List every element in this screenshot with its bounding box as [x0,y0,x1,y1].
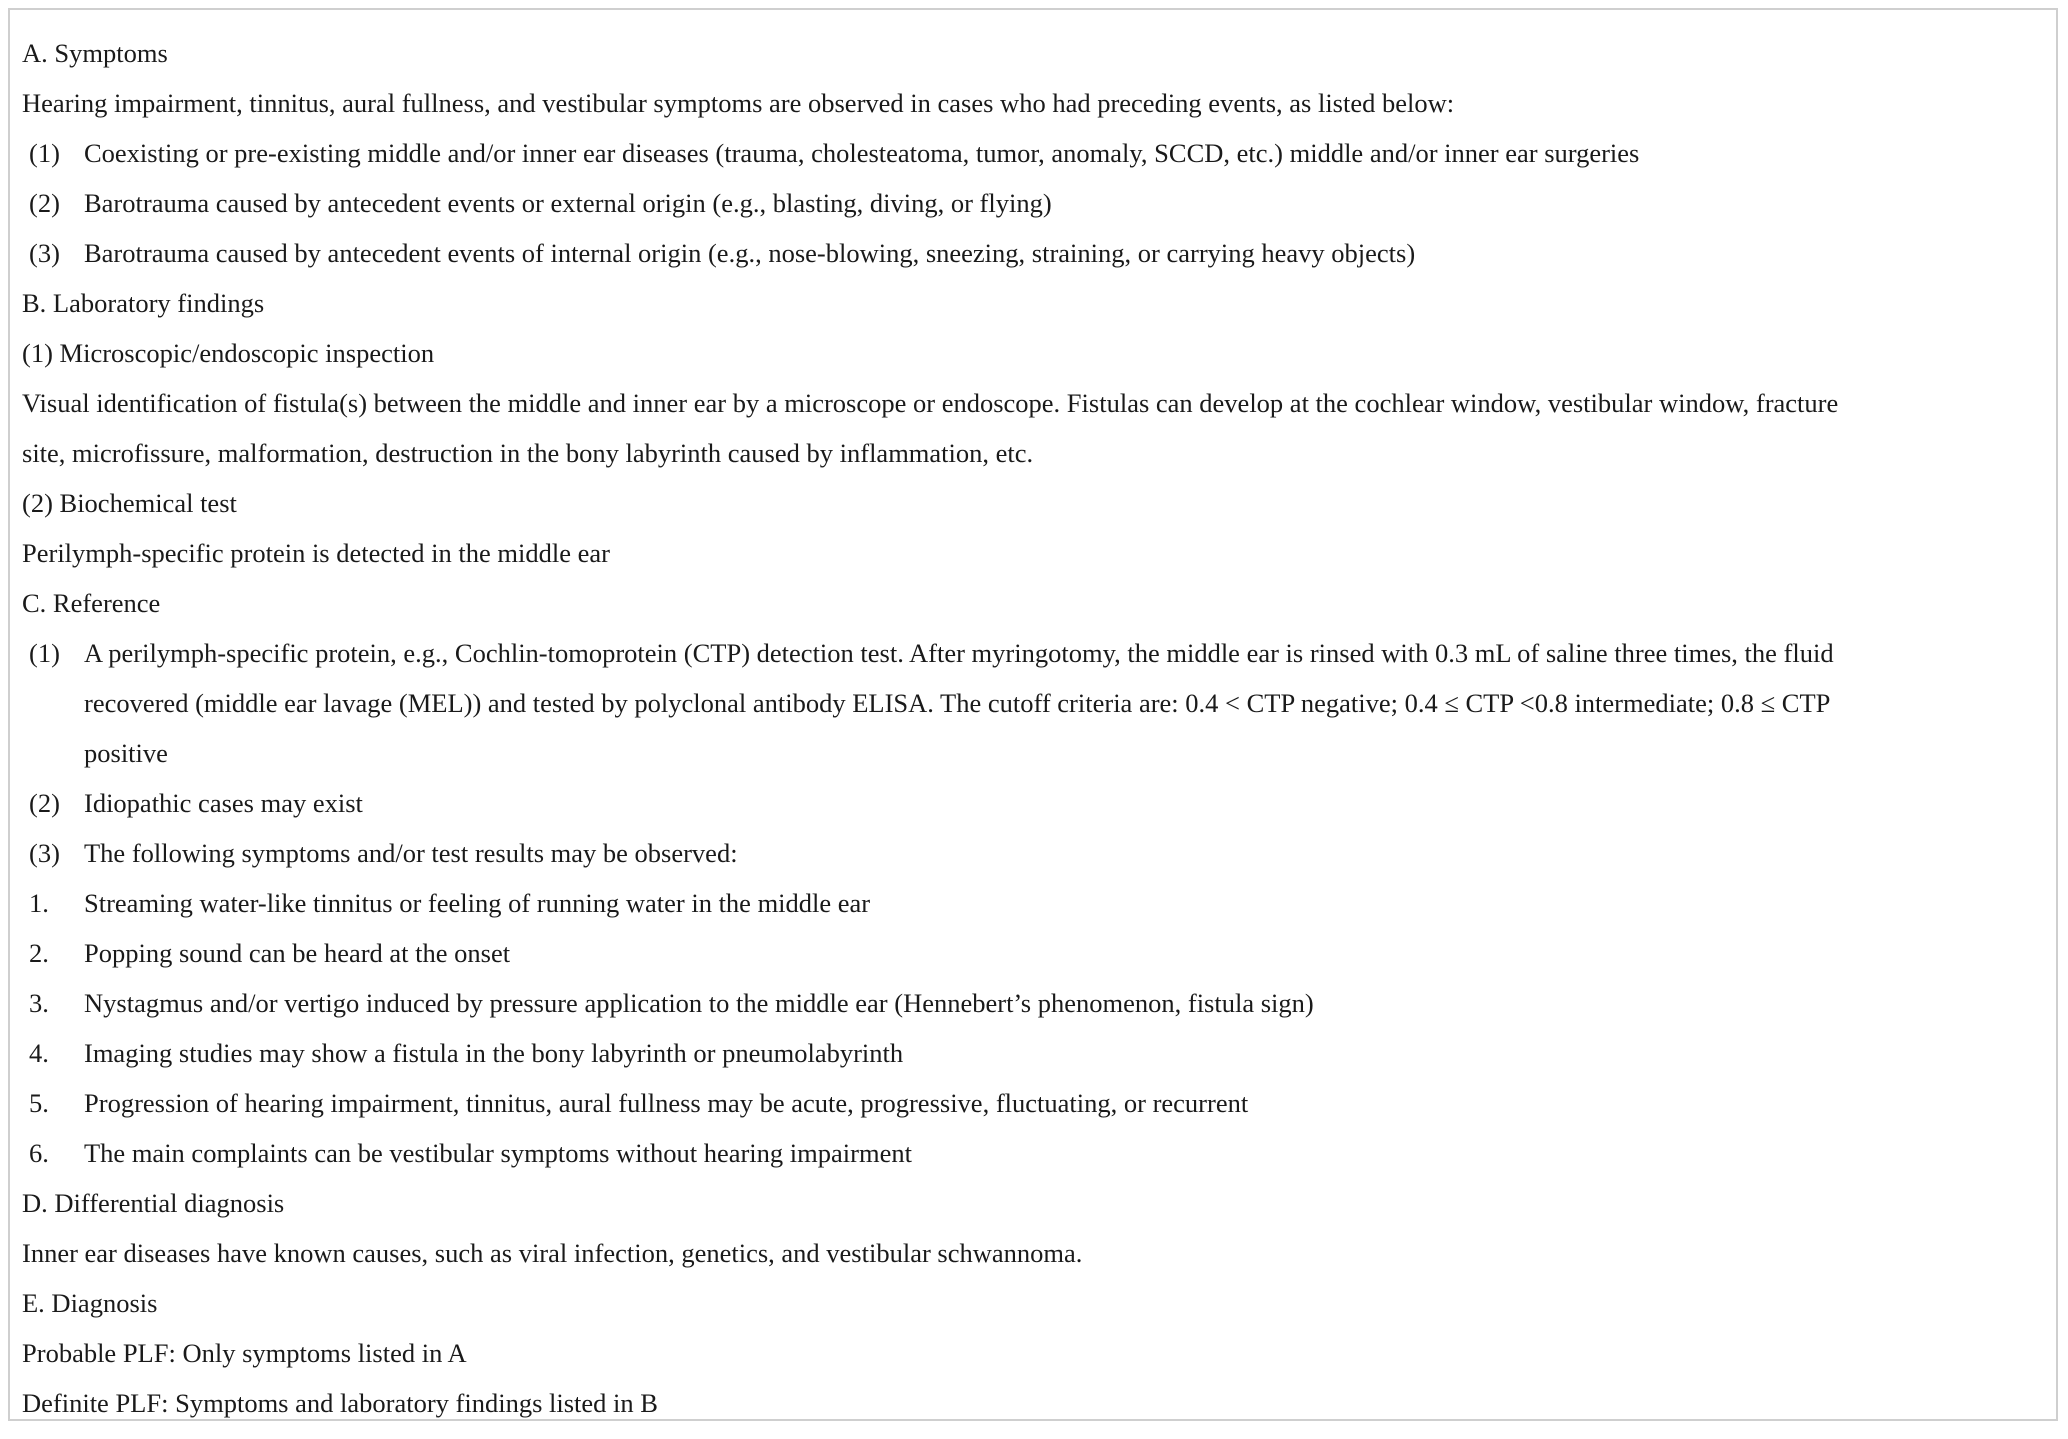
item-text: Nystagmus and/or vertigo induced by pressure application to the middle ear (Hennebert’s phenomenon, fistula sign) [84,988,1314,1018]
item-number: (1) [29,138,60,168]
list-item [10,828,2056,878]
text-line: Hearing impairment, tinnitus, aural fullness, and vestibular symptoms are observed in cases who had preceding events, as listed below: [22,88,1455,118]
item-text: Barotrauma caused by antecedent events of internal origin (e.g., nose-blowing, sneezing, straining, or carrying heavy objects) [84,238,1416,268]
item-text: Coexisting or pre-existing middle and/or inner ear diseases (trauma, cholesteatoma, tumor, anomaly, SCCD, etc.) middle and/or inner ear surgeries [84,138,1640,168]
list-item [10,178,2056,228]
text-line: (1) Microscopic/endoscopic inspection [22,338,435,368]
text-line: D. Differential diagnosis [22,1188,285,1218]
criteria-table [8,8,2058,1421]
item-text: Popping sound can be heard at the onset [84,938,511,968]
list-item [10,628,2056,678]
item-number: 1. [29,888,49,918]
list-item [10,978,2056,1028]
text-line: Definite PLF: Symptoms and laboratory findings listed in B [22,1388,658,1418]
item-continuation: positive [84,738,168,768]
text-line: Visual identification of fistula(s) between the middle and inner ear by a microscope or endoscope. Fistulas can develop at the cochlear window, vestibular window, fracture [22,388,1839,418]
list-item [10,878,2056,928]
text-line: C. Reference [22,588,161,618]
list-item [10,128,2056,178]
text-line: B. Laboratory findings [22,288,265,318]
item-text: The main complaints can be vestibular symptoms without hearing impairment [84,1138,912,1168]
item-continuation: recovered (middle ear lavage (MEL)) and tested by polyclonal antibody ELISA. The cutoff criteria are: 0.4 < CTP negative; 0.4 ≤ CTP <0.8 intermediate; 0.8 ≤ CTP [84,688,1831,718]
item-number: (1) [29,638,60,668]
text-line: site, microfissure, malformation, destruction in the bony labyrinth caused by inflammation, etc. [22,438,1034,468]
item-text: Idiopathic cases may exist [84,788,363,818]
list-item [10,778,2056,828]
list-item [10,1128,2056,1178]
text-line: A. Symptoms [22,38,168,68]
item-text: Imaging studies may show a fistula in the bony labyrinth or pneumolabyrinth [84,1038,904,1068]
item-number: 2. [29,938,49,968]
list-item [10,928,2056,978]
text-line: (2) Biochemical test [22,488,237,518]
text-line: E. Diagnosis [22,1288,158,1318]
item-number: 5. [29,1088,49,1118]
item-number: (2) [29,188,60,218]
text-line: Inner ear diseases have known causes, such as viral infection, genetics, and vestibular schwannoma. [22,1238,1083,1268]
item-number: 6. [29,1138,49,1168]
text-line: Probable PLF: Only symptoms listed in A [22,1338,467,1368]
text-line: Perilymph-specific protein is detected in the middle ear [22,538,610,568]
item-text: A perilymph-specific protein, e.g., Cochlin-tomoprotein (CTP) detection test. After myringotomy, the middle ear is rinsed with 0.3 mL of saline three times, the fluid [84,638,1834,668]
item-number: 3. [29,988,49,1018]
item-number: 4. [29,1038,49,1068]
item-text: The following symptoms and/or test results may be observed: [84,838,738,868]
item-number: (3) [29,838,60,868]
list-item [10,228,2056,278]
item-text: Progression of hearing impairment, tinnitus, aural fullness may be acute, progressive, fluctuating, or recurrent [84,1088,1249,1118]
list-item [10,1078,2056,1128]
item-number: (3) [29,238,60,268]
item-number: (2) [29,788,60,818]
list-item [10,1028,2056,1078]
item-text: Streaming water-like tinnitus or feeling of running water in the middle ear [84,888,871,918]
item-text: Barotrauma caused by antecedent events or external origin (e.g., blasting, diving, or flying) [84,188,1052,218]
